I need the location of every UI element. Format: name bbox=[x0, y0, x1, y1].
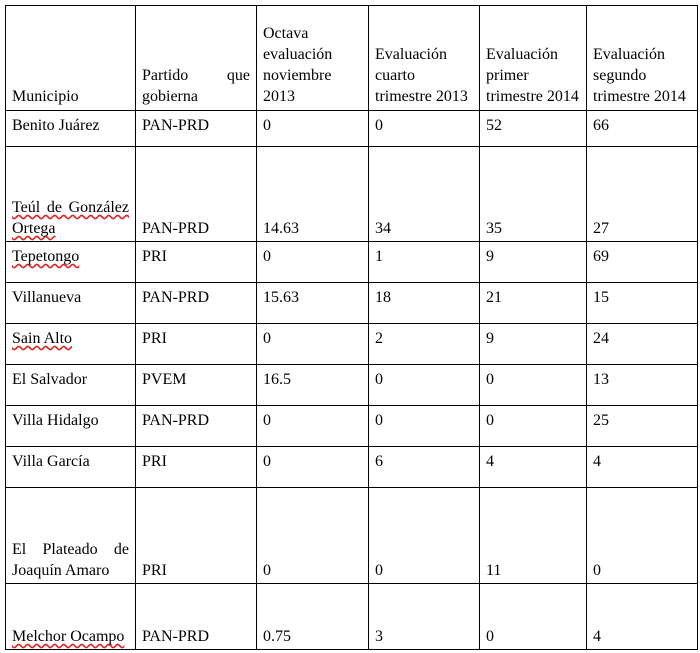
cell-municipio-text: Sain Alto bbox=[12, 330, 73, 347]
cell-primer-trim-2014: 35 bbox=[480, 147, 587, 242]
cell-primer-trim-2014: 9 bbox=[480, 324, 587, 365]
cell-segundo-trim-2014: 24 bbox=[587, 324, 698, 365]
cell-municipio bbox=[6, 147, 136, 242]
header-octava-nov-2013: Octava evaluación noviembre 2013 bbox=[257, 6, 369, 111]
cell-octava-nov-2013: 0 bbox=[257, 406, 369, 447]
cell-octava-nov-2013: 14.63 bbox=[257, 147, 369, 242]
cell-segundo-trim-2014: 66 bbox=[587, 111, 698, 147]
cell-octava-nov-2013: 0 bbox=[257, 242, 369, 283]
cell-segundo-trim-2014: 4 bbox=[587, 447, 698, 488]
cell-primer-trim-2014: 52 bbox=[480, 111, 587, 147]
table-row bbox=[6, 111, 698, 147]
table-row bbox=[6, 447, 698, 488]
cell-cuarto-trim-2013: 0 bbox=[369, 488, 480, 584]
header-municipio: Municipio bbox=[6, 6, 136, 111]
cell-octava-nov-2013: 0 bbox=[257, 488, 369, 584]
cell-octava-nov-2013: 15.63 bbox=[257, 283, 369, 324]
cell-partido: PRI bbox=[136, 447, 257, 488]
cell-cuarto-trim-2013: 1 bbox=[369, 242, 480, 283]
cell-segundo-trim-2014: 27 bbox=[587, 147, 698, 242]
header-primer-trim-2014: Evaluación primer trimestre 2014 bbox=[480, 6, 587, 111]
cell-partido: PAN-PRD bbox=[136, 283, 257, 324]
cell-municipio: Villanueva bbox=[6, 283, 136, 324]
evaluation-table bbox=[5, 5, 698, 650]
cell-primer-trim-2014: 21 bbox=[480, 283, 587, 324]
cell-segundo-trim-2014: 25 bbox=[587, 406, 698, 447]
cell-partido: PAN-PRD bbox=[136, 584, 257, 650]
header-cuarto-trim-2013: Evaluación cuarto trimestre 2013 bbox=[369, 6, 480, 111]
table-row bbox=[6, 488, 698, 584]
table-row bbox=[6, 147, 698, 242]
cell-primer-trim-2014: 4 bbox=[480, 447, 587, 488]
cell-cuarto-trim-2013: 18 bbox=[369, 283, 480, 324]
table-row bbox=[6, 242, 698, 283]
cell-municipio bbox=[6, 324, 136, 365]
cell-municipio bbox=[6, 242, 136, 283]
cell-cuarto-trim-2013: 3 bbox=[369, 584, 480, 650]
cell-primer-trim-2014: 11 bbox=[480, 488, 587, 584]
cell-primer-trim-2014: 0 bbox=[480, 406, 587, 447]
cell-octava-nov-2013: 0 bbox=[257, 111, 369, 147]
cell-municipio: Benito Juárez bbox=[6, 111, 136, 147]
cell-segundo-trim-2014: 4 bbox=[587, 584, 698, 650]
cell-primer-trim-2014: 9 bbox=[480, 242, 587, 283]
cell-cuarto-trim-2013: 6 bbox=[369, 447, 480, 488]
cell-municipio-text: Melchor Ocampo bbox=[12, 628, 125, 645]
table-row bbox=[6, 324, 698, 365]
header-partido: Partido que gobierna bbox=[136, 6, 257, 111]
cell-octava-nov-2013: 0 bbox=[257, 324, 369, 365]
cell-partido: PAN-PRD bbox=[136, 111, 257, 147]
cell-octava-nov-2013: 0 bbox=[257, 447, 369, 488]
cell-partido: PAN-PRD bbox=[136, 406, 257, 447]
cell-segundo-trim-2014: 15 bbox=[587, 283, 698, 324]
cell-municipio bbox=[6, 584, 136, 650]
cell-partido: PRI bbox=[136, 242, 257, 283]
table-row bbox=[6, 584, 698, 650]
table-row bbox=[6, 283, 698, 324]
cell-cuarto-trim-2013: 0 bbox=[369, 111, 480, 147]
header-row bbox=[6, 6, 698, 111]
cell-primer-trim-2014: 0 bbox=[480, 365, 587, 406]
cell-cuarto-trim-2013: 34 bbox=[369, 147, 480, 242]
cell-segundo-trim-2014: 69 bbox=[587, 242, 698, 283]
cell-municipio: Villa Hidalgo bbox=[6, 406, 136, 447]
cell-municipio: Villa García bbox=[6, 447, 136, 488]
cell-cuarto-trim-2013: 2 bbox=[369, 324, 480, 365]
cell-primer-trim-2014: 0 bbox=[480, 584, 587, 650]
cell-partido: PVEM bbox=[136, 365, 257, 406]
cell-municipio-text: Teúl de González Ortega bbox=[12, 199, 129, 237]
cell-segundo-trim-2014: 13 bbox=[587, 365, 698, 406]
cell-octava-nov-2013: 0.75 bbox=[257, 584, 369, 650]
cell-municipio: El Salvador bbox=[6, 365, 136, 406]
cell-segundo-trim-2014: 0 bbox=[587, 488, 698, 584]
cell-partido: PRI bbox=[136, 488, 257, 584]
cell-octava-nov-2013: 16.5 bbox=[257, 365, 369, 406]
cell-partido: PRI bbox=[136, 324, 257, 365]
table-row bbox=[6, 365, 698, 406]
cell-municipio-text: Tepetongo bbox=[12, 248, 80, 265]
cell-partido: PAN-PRD bbox=[136, 147, 257, 242]
cell-municipio: El Plateado de Joaquín Amaro bbox=[6, 488, 136, 584]
cell-cuarto-trim-2013: 0 bbox=[369, 406, 480, 447]
header-segundo-trim-2014: Evaluación segundo trimestre 2014 bbox=[587, 6, 698, 111]
table-row bbox=[6, 406, 698, 447]
cell-cuarto-trim-2013: 0 bbox=[369, 365, 480, 406]
